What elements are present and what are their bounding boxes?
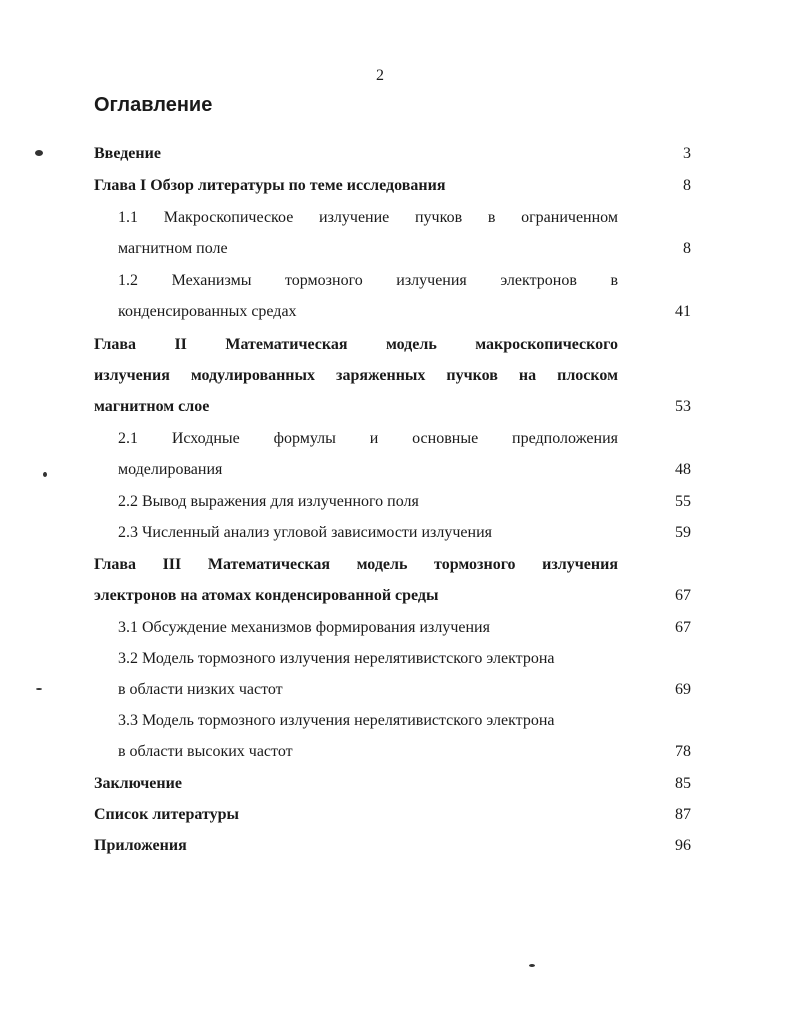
toc-label: Введение — [94, 145, 161, 162]
toc-label: 1.2 Механизмы тормозного излучения электронов в — [118, 272, 618, 289]
scan-speck — [35, 150, 43, 156]
toc-label: 2.1 Исходные формулы и основные предположения — [118, 430, 618, 447]
toc-label: моделирования — [118, 461, 223, 478]
toc-entry-chapter-3-line1[interactable] — [94, 553, 618, 577]
scan-speck — [36, 688, 42, 690]
toc-page: 8 — [683, 177, 691, 194]
toc-entry-appendix[interactable] — [94, 834, 691, 858]
toc-entry-1-1-line2[interactable] — [118, 237, 691, 261]
toc-entry-3-2-line1[interactable] — [118, 647, 691, 671]
toc-page: 48 — [675, 461, 691, 478]
page-title: Оглавление — [94, 94, 213, 116]
toc-entry-3-3-line1[interactable] — [118, 709, 691, 733]
toc-label: в области низких частот — [118, 681, 283, 698]
toc-entry-chapter-2-line3[interactable] — [94, 395, 691, 419]
toc-entry-references[interactable] — [94, 803, 691, 827]
page-number: 2 — [376, 67, 384, 84]
toc-page: 67 — [675, 587, 691, 604]
toc-page: 3 — [683, 145, 691, 162]
toc-label: электронов на атомах конденсированной среды — [94, 587, 439, 604]
toc-label: магнитном поле — [118, 240, 228, 257]
toc-label: магнитном слое — [94, 398, 210, 415]
toc-entry-1-1-line1[interactable] — [118, 206, 618, 230]
toc-label: Глава I Обзор литературы по теме исследования — [94, 177, 446, 194]
toc-page: 41 — [675, 303, 691, 320]
toc-entry-chapter-2-line2[interactable] — [94, 364, 618, 388]
toc-entry-1-2-line2[interactable] — [118, 300, 691, 324]
toc-entry-2-2[interactable] — [118, 490, 691, 514]
toc-label: 3.1 Обсуждение механизмов формирования излучения — [118, 619, 490, 636]
toc-page: 85 — [675, 775, 691, 792]
toc-label: 3.3 Модель тормозного излучения нерелятивистского электрона — [118, 712, 555, 729]
toc-entry-chapter-1[interactable] — [94, 174, 691, 198]
toc-label: 2.2 Вывод выражения для излученного поля — [118, 493, 419, 510]
toc-label: 2.3 Численный анализ угловой зависимости излучения — [118, 524, 492, 541]
toc-entry-chapter-2-line1[interactable] — [94, 333, 618, 357]
toc-entry-conclusion[interactable] — [94, 772, 691, 796]
toc-label: Глава II Математическая модель макроскопического — [94, 336, 618, 353]
toc-page: 69 — [675, 681, 691, 698]
toc-page: 67 — [675, 619, 691, 636]
toc-entry-2-1-line1[interactable] — [118, 427, 618, 451]
toc-entry-2-3[interactable] — [118, 521, 691, 545]
toc-entry-3-2-line2[interactable] — [118, 678, 691, 702]
toc-label: 3.2 Модель тормозного излучения нерелятивистского электрона — [118, 650, 555, 667]
toc-label: Глава III Математическая модель тормозного излучения — [94, 556, 618, 573]
toc-label: конденсированных средах — [118, 303, 297, 320]
toc-page: 59 — [675, 524, 691, 541]
toc-page: 55 — [675, 493, 691, 510]
toc-page: 87 — [675, 806, 691, 823]
toc-entry-chapter-3-line2[interactable] — [94, 584, 691, 608]
toc-label: Заключение — [94, 775, 182, 792]
toc-label: 1.1 Макроскопическое излучение пучков в ограниченном — [118, 209, 618, 226]
toc-entry-2-1-line2[interactable] — [118, 458, 691, 482]
toc-entry-intro[interactable] — [94, 142, 691, 166]
toc-label: Приложения — [94, 837, 187, 854]
toc-label: в области высоких частот — [118, 743, 293, 760]
toc-label: Список литературы — [94, 806, 239, 823]
scan-speck — [529, 964, 535, 967]
toc-label: излучения модулированных заряженных пучков на плоском — [94, 367, 618, 384]
toc-page: 96 — [675, 837, 691, 854]
toc-entry-3-1[interactable] — [118, 616, 691, 640]
scan-speck — [43, 472, 47, 477]
toc-page: 8 — [683, 240, 691, 257]
toc-entry-1-2-line1[interactable] — [118, 269, 618, 293]
toc-entry-3-3-line2[interactable] — [118, 740, 691, 764]
toc-page: 53 — [675, 398, 691, 415]
toc-page: 78 — [675, 743, 691, 760]
